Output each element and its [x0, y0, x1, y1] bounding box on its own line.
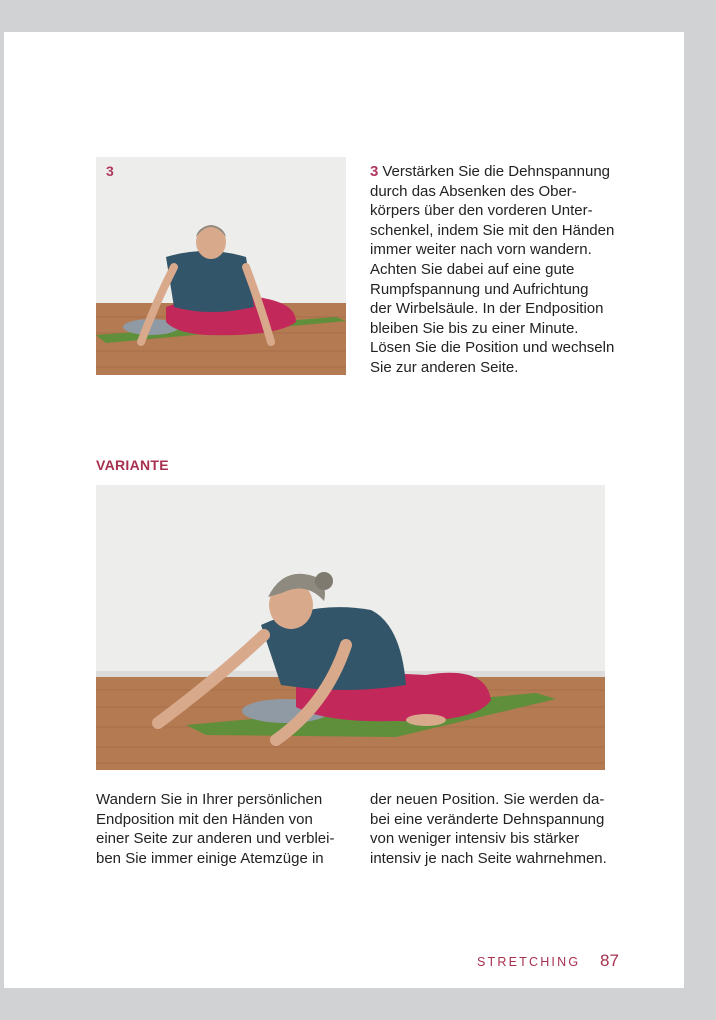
step-line: Achten Sie dabei auf eine gute — [370, 260, 575, 278]
step-line: durch das Absenken des Ober- — [370, 182, 577, 200]
variant-heading: VARIANTE — [96, 457, 169, 473]
step-line: Lösen Sie die Position und wechseln — [370, 339, 615, 357]
page-number: 87 — [600, 951, 619, 970]
step-line: Sie zur anderen Seite. — [370, 358, 519, 376]
step-line: bleiben Sie bis zu einer Minute. — [370, 319, 579, 337]
variant-line: ben Sie immer einige Atemzüge in — [96, 849, 324, 867]
step-line: schenkel, indem Sie mit den Händen — [370, 221, 615, 239]
variant-line: bei eine veränderte Dehnspannung — [370, 810, 605, 828]
variant-text-right-column — [370, 790, 620, 868]
step-number: 3 — [370, 163, 379, 180]
exercise-photo-variant — [96, 485, 605, 770]
running-footer-section: STRETCHING — [477, 955, 581, 969]
step-line: Rumpfspannung und Aufrichtung — [370, 280, 589, 298]
step-3-instructions — [370, 162, 630, 378]
variant-line: intensiv je nach Seite wahrnehmen. — [370, 849, 607, 867]
step-line: immer weiter nach vorn wandern. — [370, 241, 592, 259]
variant-line: Wandern Sie in Ihrer persönlichen — [96, 791, 323, 808]
step-line: der Wirbelsäule. In der Endposition — [370, 300, 604, 318]
variant-text-left-column — [96, 790, 346, 868]
step-line: körpers über den vorderen Unter- — [370, 202, 593, 220]
variant-line: der neuen Position. Sie werden da- — [370, 791, 605, 808]
variant-line: von weniger intensiv bis stärker — [370, 830, 580, 848]
photo-step-label: 3 — [106, 163, 114, 179]
variant-line: einer Seite zur anderen und verblei- — [96, 830, 335, 848]
variant-line: Endposition mit den Händen von — [96, 810, 313, 828]
step-line: 3 Verstärken Sie die Dehnspannung — [370, 163, 611, 180]
exercise-photo-step-3 — [96, 157, 346, 375]
